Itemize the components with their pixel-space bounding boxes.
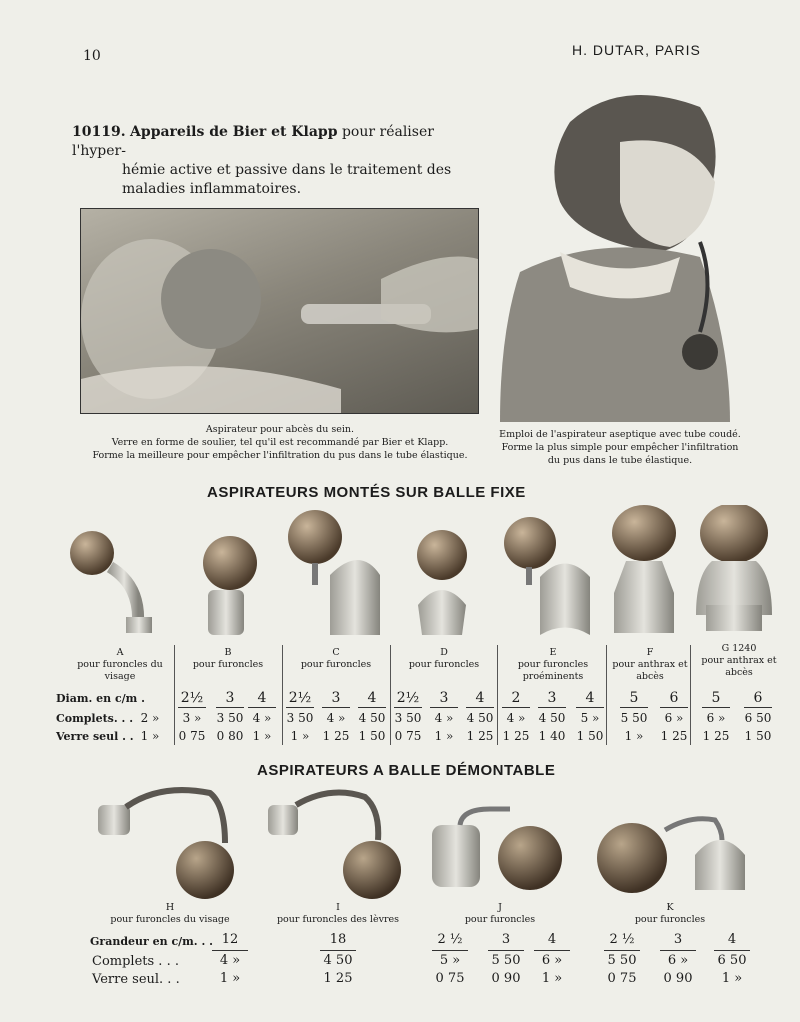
item-label-j: [430, 902, 570, 926]
row-label-verre: Verre seul . .: [56, 730, 134, 743]
catalog-number: 10119.: [72, 124, 126, 140]
diam-underline: [322, 707, 350, 708]
item-desc: pour anthrax et abcès: [612, 659, 688, 682]
price-cell-grandeur: 12: [221, 932, 239, 947]
price-cell-complets: 6 »: [664, 711, 684, 725]
item-letter: C: [332, 647, 340, 658]
diam-underline: [620, 707, 648, 708]
price-cell-verre: 1 25: [502, 729, 530, 743]
item-letter: B: [224, 647, 232, 658]
item-label-i: [268, 902, 408, 926]
diam-underline: [702, 707, 730, 708]
price-cell-complets: 3 50: [394, 711, 422, 725]
price-cell-diam: 3: [439, 690, 449, 706]
price-cell-diam: 2½: [288, 690, 312, 706]
grandeur-underline: [604, 950, 640, 951]
price-cell-diam: 4: [585, 690, 595, 706]
item-label-g: [694, 643, 784, 679]
price-cell-verre: 1 »: [541, 971, 563, 986]
price-cell-complets: 5 »: [439, 953, 461, 968]
fixed-bulb-aspirators-illustration: [60, 505, 800, 645]
running-header: H. DUTAR, PARIS: [572, 42, 701, 58]
item-letter: F: [646, 647, 654, 658]
diam-underline: [394, 707, 422, 708]
item-desc: pour furoncles: [192, 659, 264, 670]
price-cell-diam: 2½: [396, 690, 420, 706]
price-cell-complets: 4 »: [434, 711, 454, 725]
grandeur-underline: [320, 950, 356, 951]
price-cell-complets: 4 50: [323, 953, 353, 968]
item-label-h: [100, 902, 240, 926]
intro-lead: Appareils de Bier et Klapp: [130, 124, 338, 140]
grandeur-underline: [534, 950, 570, 951]
caption-line: du pus dans le tube élastique.: [547, 455, 693, 466]
item-desc: pour furoncles du visage: [77, 659, 163, 682]
breast-aspirator-photo: [80, 208, 479, 414]
price-cell-complets: 4 »: [252, 711, 272, 725]
item-letter: G 1240: [721, 643, 757, 654]
price-cell-diam: 4: [475, 690, 485, 706]
diam-underline: [576, 707, 604, 708]
price-cell-diam: 4: [257, 690, 267, 706]
price-cell-diam: 3: [547, 690, 557, 706]
price-a-complets: 2 »: [140, 711, 160, 725]
price-cell-verre: 0 90: [491, 971, 521, 986]
photo-caption-2: [495, 428, 745, 467]
photo-caption-1: [85, 423, 475, 462]
price-cell-diam: 5: [629, 690, 639, 706]
price-cell-verre: 1 25: [702, 729, 730, 743]
price-cell-complets: 6 »: [541, 953, 563, 968]
item-desc: pour furoncles: [300, 659, 372, 670]
price-cell-verre: 1 25: [466, 729, 494, 743]
item-desc: pour furoncles des lèvres: [276, 914, 400, 925]
price-cell-grandeur: 3: [673, 932, 683, 947]
price-cell-diam: 5: [711, 690, 721, 706]
price-cell-complets: 6 50: [744, 711, 772, 725]
caption-line: Forme la meilleure pour empêcher l'infiltration du pus dans le tube élastique.: [92, 450, 468, 461]
price-cell-verre: 1 25: [323, 971, 353, 986]
grandeur-underline: [212, 950, 248, 951]
caption-line: Emploi de l'aspirateur aseptique avec tube coudé.: [499, 429, 741, 440]
diam-underline: [358, 707, 386, 708]
price-cell-complets: 3 50: [286, 711, 314, 725]
item-label-e: [500, 647, 606, 683]
item-letter: H: [165, 902, 175, 913]
price-cell-diam: 4: [367, 690, 377, 706]
item-letter: K: [666, 902, 674, 913]
diam-underline: [660, 707, 688, 708]
price-cell-complets: 4 »: [506, 711, 526, 725]
diam-underline: [178, 707, 206, 708]
intro-line-3: maladies inflammatoires.: [122, 181, 302, 197]
diam-underline: [502, 707, 530, 708]
price-cell-verre: 0 75: [435, 971, 465, 986]
grandeur-underline: [714, 950, 750, 951]
price-cell-verre: 0 75: [394, 729, 422, 743]
price-cell-verre: 1 »: [252, 729, 272, 743]
price-cell-verre: 1 »: [721, 971, 743, 986]
item-desc: pour furoncles: [408, 659, 480, 670]
price-a-verre: 1 »: [140, 729, 160, 743]
price-cell-diam: 6: [753, 690, 763, 706]
diam-underline: [248, 707, 276, 708]
row-label-complets: Complets. . .: [56, 712, 134, 725]
price-cell-complets: 6 50: [717, 953, 747, 968]
price-cell-grandeur: 4: [547, 932, 557, 947]
item-desc: pour furoncles du visage: [110, 914, 230, 925]
item-label-f: [610, 647, 690, 683]
price-cell-complets: 4 »: [219, 953, 241, 968]
price-cell-complets: 6 »: [706, 711, 726, 725]
price-cell-verre: 1 50: [576, 729, 604, 743]
item-desc: pour furoncles: [464, 914, 536, 925]
price-cell-verre: 1 »: [434, 729, 454, 743]
item-letter: E: [549, 647, 557, 658]
price-cell-complets: 5 50: [491, 953, 521, 968]
intro-line-2: hémie active et passive dans le traitement des: [122, 162, 452, 178]
caption-line: Forme la plus simple pour empêcher l'infiltration: [501, 442, 739, 453]
section-title-removable-bulb: ASPIRATEURS A BALLE DÉMONTABLE: [257, 762, 556, 779]
row-label-verre-2: Verre seul. . .: [92, 972, 180, 987]
price-cell-verre: 1 25: [322, 729, 350, 743]
price-cell-complets: 4 »: [326, 711, 346, 725]
item-desc: pour furoncles proéminents: [517, 659, 589, 682]
price-cell-verre: 1 50: [744, 729, 772, 743]
price-cell-verre: 0 90: [663, 971, 693, 986]
price-cell-complets: 4 50: [466, 711, 494, 725]
grandeur-underline: [660, 950, 696, 951]
row-label-complets-2: Complets . . .: [92, 954, 179, 969]
price-cell-complets: 4 50: [358, 711, 386, 725]
diam-underline: [286, 707, 314, 708]
diam-underline: [744, 707, 772, 708]
item-label-k: [600, 902, 740, 926]
price-cell-complets: 3 »: [182, 711, 202, 725]
diam-underline: [430, 707, 458, 708]
price-cell-verre: 1 40: [538, 729, 566, 743]
price-cell-complets: 5 50: [620, 711, 648, 725]
price-cell-grandeur: 2 ½: [609, 932, 635, 947]
price-cell-diam: 2½: [180, 690, 204, 706]
price-cell-verre: 1 25: [660, 729, 688, 743]
grandeur-underline: [432, 950, 468, 951]
price-cell-complets: 6 »: [667, 953, 689, 968]
price-cell-grandeur: 3: [501, 932, 511, 947]
row-label-grandeur: Grandeur en c/m. . .: [90, 935, 213, 948]
page-number: 10: [83, 48, 101, 64]
item-label-d: [394, 647, 494, 671]
price-cell-verre: 1 »: [290, 729, 310, 743]
intro-paragraph: [72, 123, 482, 199]
price-cell-complets: 5 »: [580, 711, 600, 725]
item-label-b: [178, 647, 278, 671]
item-desc: pour anthrax et abcès: [701, 655, 777, 678]
diam-underline: [466, 707, 494, 708]
price-cell-verre: 1 50: [358, 729, 386, 743]
price-cell-complets: 4 50: [538, 711, 566, 725]
diam-underline: [216, 707, 244, 708]
item-letter: D: [440, 647, 448, 658]
intro-line-1: pour réaliser l'hyper-: [72, 124, 434, 159]
section-title-fixed-bulb: ASPIRATEURS MONTÉS SUR BALLE FIXE: [207, 484, 526, 501]
price-cell-grandeur: 4: [727, 932, 737, 947]
girl-illustration: [500, 82, 740, 422]
item-label-a: [70, 647, 170, 683]
price-cell-complets: 5 50: [607, 953, 637, 968]
price-cell-diam: 3: [225, 690, 235, 706]
row-label-diam: Diam. en c/m .: [56, 692, 145, 705]
price-cell-diam: 3: [331, 690, 341, 706]
price-cell-diam: 2: [511, 690, 521, 706]
item-label-c: [286, 647, 386, 671]
price-cell-verre: 1 »: [624, 729, 644, 743]
caption-line: Verre en forme de soulier, tel qu'il est recommandé par Bier et Klapp.: [111, 437, 449, 448]
grandeur-underline: [488, 950, 524, 951]
price-cell-grandeur: 2 ½: [437, 932, 463, 947]
price-cell-diam: 6: [669, 690, 679, 706]
removable-bulb-aspirators-illustration: [90, 785, 780, 900]
price-cell-verre: 1 »: [219, 971, 241, 986]
item-desc: pour furoncles: [634, 914, 706, 925]
item-letter: I: [336, 902, 340, 913]
caption-line: Aspirateur pour abcès du sein.: [205, 424, 355, 435]
diam-underline: [538, 707, 566, 708]
price-cell-grandeur: 18: [329, 932, 347, 947]
price-cell-verre: 0 75: [178, 729, 206, 743]
price-cell-complets: 3 50: [216, 711, 244, 725]
item-letter: A: [116, 647, 124, 658]
price-cell-verre: 0 80: [216, 729, 244, 743]
item-letter: J: [498, 902, 502, 913]
price-cell-verre: 0 75: [607, 971, 637, 986]
